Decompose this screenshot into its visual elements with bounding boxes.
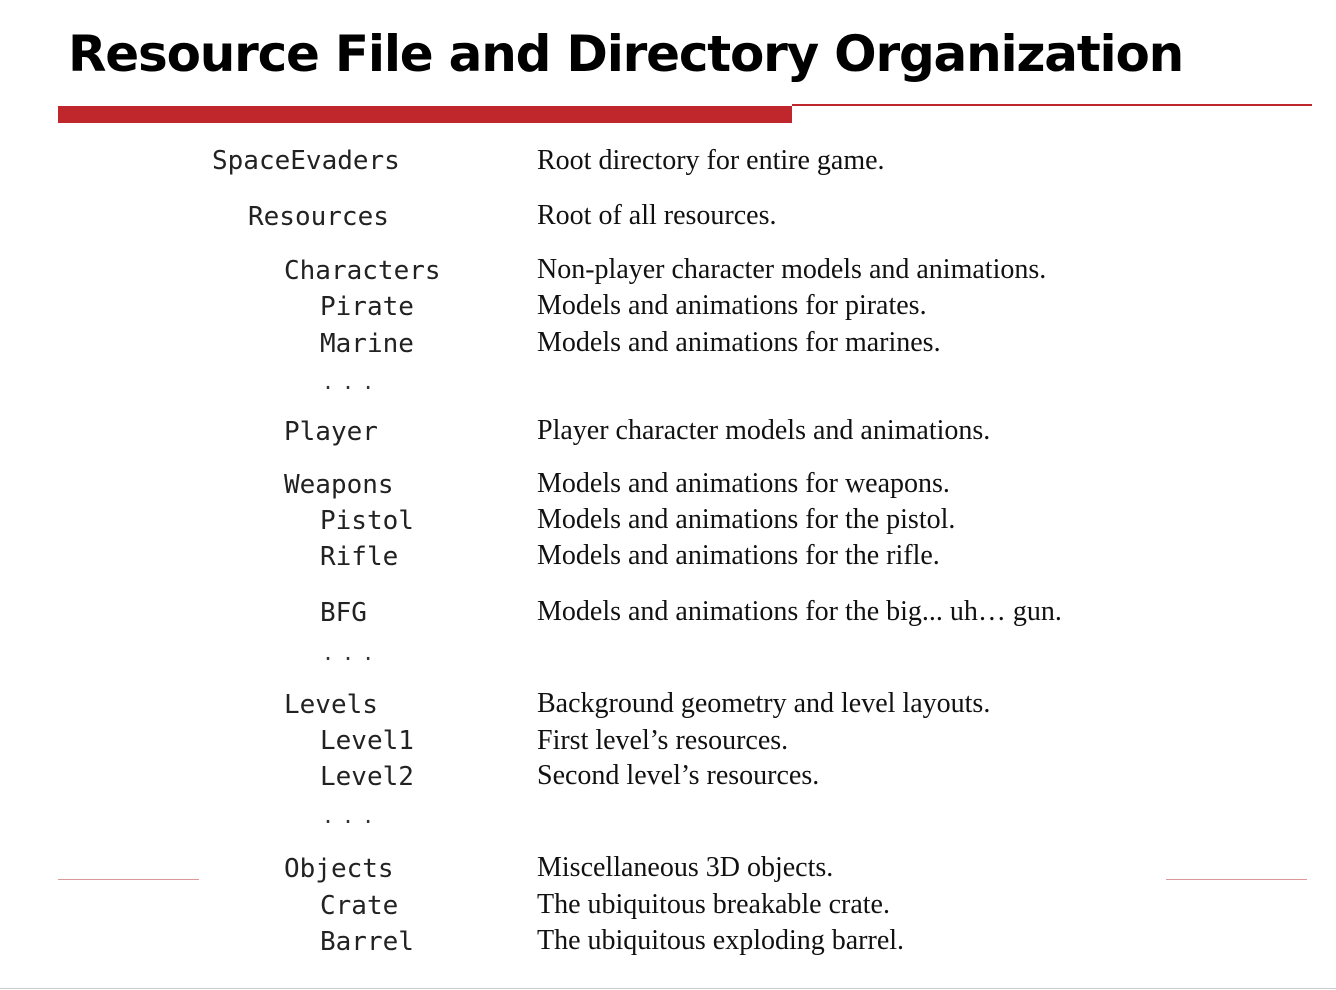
dir-desc-player: Player character models and animations.: [537, 415, 991, 446]
ellipsis-weapons: ...: [322, 641, 383, 665]
dir-desc-characters: Non-player character models and animations.: [537, 254, 1047, 285]
dir-name-resources: Resources: [248, 202, 389, 232]
slide-title: Resource File and Directory Organization: [68, 25, 1184, 83]
dir-desc-level2: Second level’s resources.: [537, 760, 820, 791]
dir-desc-pistol: Models and animations for the pistol.: [537, 504, 956, 535]
bottom-border-rule: [0, 988, 1336, 989]
dir-name-level1: Level1: [320, 726, 414, 756]
title-underline-rule: [792, 104, 1312, 106]
dir-name-player: Player: [284, 417, 378, 447]
dir-name-rifle: Rifle: [320, 542, 399, 572]
ellipsis-characters: ...: [322, 370, 383, 394]
dir-name-marine: Marine: [320, 329, 414, 359]
dir-desc-resources: Root of all resources.: [537, 200, 777, 231]
left-divider-rule: [58, 879, 199, 880]
dir-desc-level1: First level’s resources.: [537, 725, 789, 756]
dir-name-characters: Characters: [284, 256, 441, 286]
dir-name-crate: Crate: [320, 891, 399, 921]
dir-name-pirate: Pirate: [320, 292, 414, 322]
dir-name-levels: Levels: [284, 690, 378, 720]
dir-name-spaceevaders: SpaceEvaders: [212, 146, 400, 176]
dir-desc-marine: Models and animations for marines.: [537, 327, 941, 358]
dir-desc-crate: The ubiquitous breakable crate.: [537, 889, 890, 920]
dir-desc-levels: Background geometry and level layouts.: [537, 688, 991, 719]
ellipsis-levels: ...: [322, 804, 383, 828]
title-accent-bar: [58, 106, 792, 123]
dir-name-barrel: Barrel: [320, 927, 414, 957]
dir-desc-objects: Miscellaneous 3D objects.: [537, 852, 834, 883]
dir-name-weapons: Weapons: [284, 470, 394, 500]
dir-desc-barrel: The ubiquitous exploding barrel.: [537, 925, 905, 956]
dir-name-bfg: BFG: [320, 598, 367, 628]
dir-desc-weapons: Models and animations for weapons.: [537, 468, 950, 499]
dir-name-pistol: Pistol: [320, 506, 414, 536]
dir-desc-pirate: Models and animations for pirates.: [537, 290, 927, 321]
dir-desc-bfg: Models and animations for the big... uh… gun.: [537, 596, 1062, 627]
right-divider-rule: [1166, 879, 1307, 880]
dir-desc-spaceevaders: Root directory for entire game.: [537, 145, 885, 176]
dir-name-objects: Objects: [284, 854, 394, 884]
dir-name-level2: Level2: [320, 762, 414, 792]
dir-desc-rifle: Models and animations for the rifle.: [537, 540, 940, 571]
